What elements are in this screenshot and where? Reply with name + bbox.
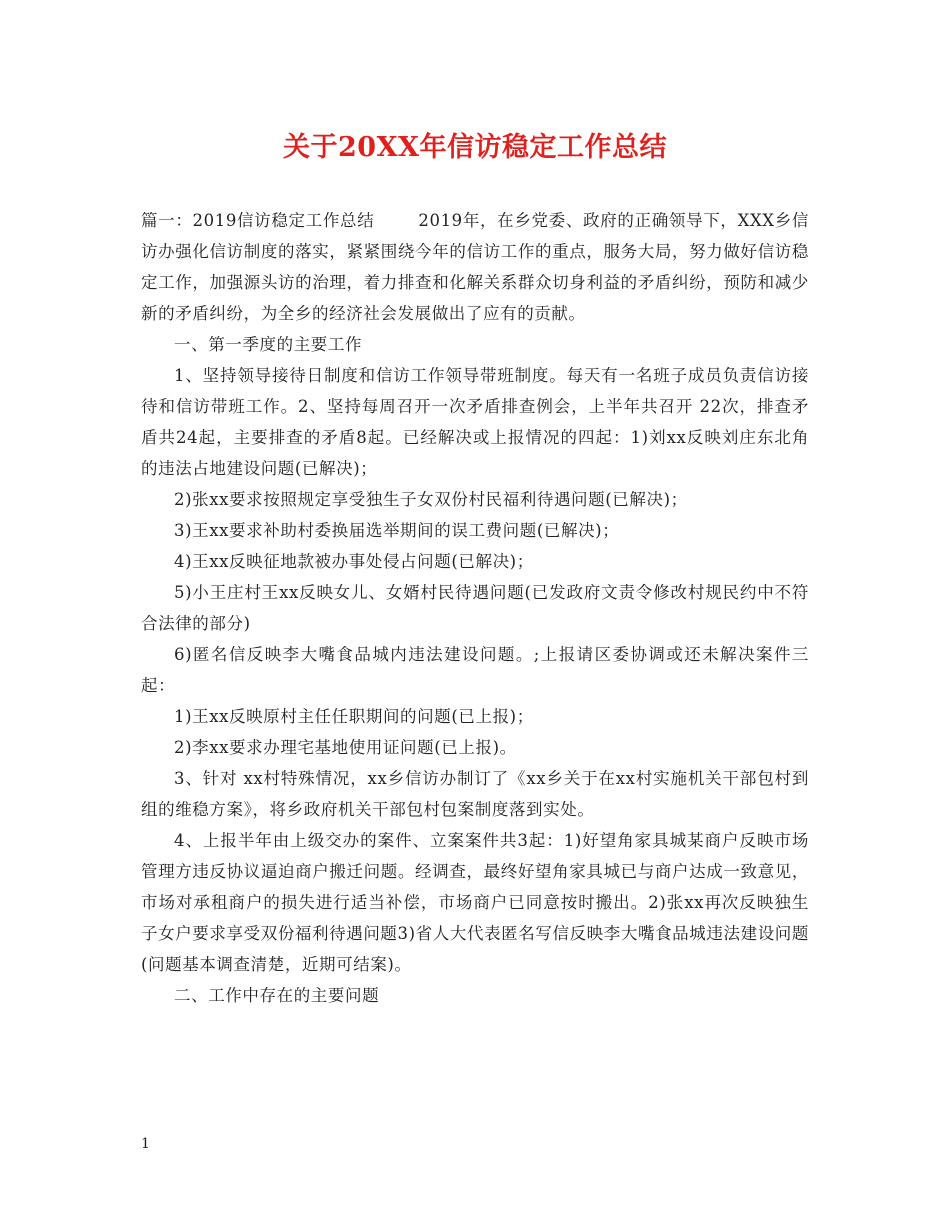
intro-paragraph [141,205,809,329]
body-paragraph: 2)李xx要求办理宅基地使用证问题(已上报)。 [174,738,517,757]
body-paragraph: 4、上报半年由上级交办的案件、立案案件共3起：1)好望角家具城某商户反映市场管理方违反协议逼迫商户搬迁问题。经调查，最终好望角家具城已与商户达成一致意见，市场对承租商户的损失进行适当补偿，市场商户已同意按时搬出。2)张xx再次反映独生子女户要求享受双份福利待遇问题3)省人大代表匿名写信反映李大嘴食品城违法建设问题(问题基本调查清楚，近期可结案)。 [141,831,809,974]
body-paragraph: 3、针对 xx村特殊情况，xx乡信访办制订了《xx乡关于在xx村实施机关干部包村到组的维稳方案》，将乡政府机关干部包村包案制度落到实处。 [141,769,809,819]
section-heading-1: 一、第一季度的主要工作 [174,335,363,354]
body-paragraph: 3)王xx要求补助村委换届选举期间的误工费问题(已解决)； [174,521,620,540]
body-paragraph: 2)张xx要求按照规定享受独生子女双份村民福利待遇问题(已解决)； [174,490,688,509]
intro-text: 2019年，在乡党委、政府的正确领导下，XXX乡信访办强化信访制度的落实，紧紧围绕今年的信访工作的重点，服务大局，努力做好信访稳定工作，加强源头访的治理，着力排查和化解关系群众切身利益的矛盾纠纷，预防和减少新的矛盾纠纷，为全乡的经济社会发展做出了应有的贡献。 [141,211,809,323]
intro-lead: 篇一：2019信访稳定工作总结 [141,211,375,230]
body-paragraph: 1)王xx反映原村主任任职期间的问题(已上报)； [174,707,534,726]
body-paragraph: 4)王xx反映征地款被办事处侵占问题(已解决)； [174,552,534,571]
page-number: 1 [141,1136,150,1152]
body-paragraph: 5)小王庄村王xx反映女儿、女婿村民待遇问题(已发政府文责令修改村规民约中不符合法律的部分) [141,583,809,633]
body-paragraph: 6)匿名信反映李大嘴食品城内违法建设问题。;上报请区委协调或还未解决案件三起： [141,645,809,695]
body-paragraph: 1、坚持领导接待日制度和信访工作领导带班制度。每天有一名班子成员负责信访接待和信访带班工作。2、坚持每周召开一次矛盾排查例会，上半年共召开 22次，排查矛盾共24起，主要排查的矛盾8起。已经解决或上报情况的四起：1)刘xx反映刘庄东北角的违法占地建设问题(已解决)； [141,366,809,478]
document-title: 关于20XX年信访稳定工作总结 [283,132,667,163]
section-heading-2: 二、工作中存在的主要问题 [174,986,380,1005]
document-body [141,205,809,1011]
